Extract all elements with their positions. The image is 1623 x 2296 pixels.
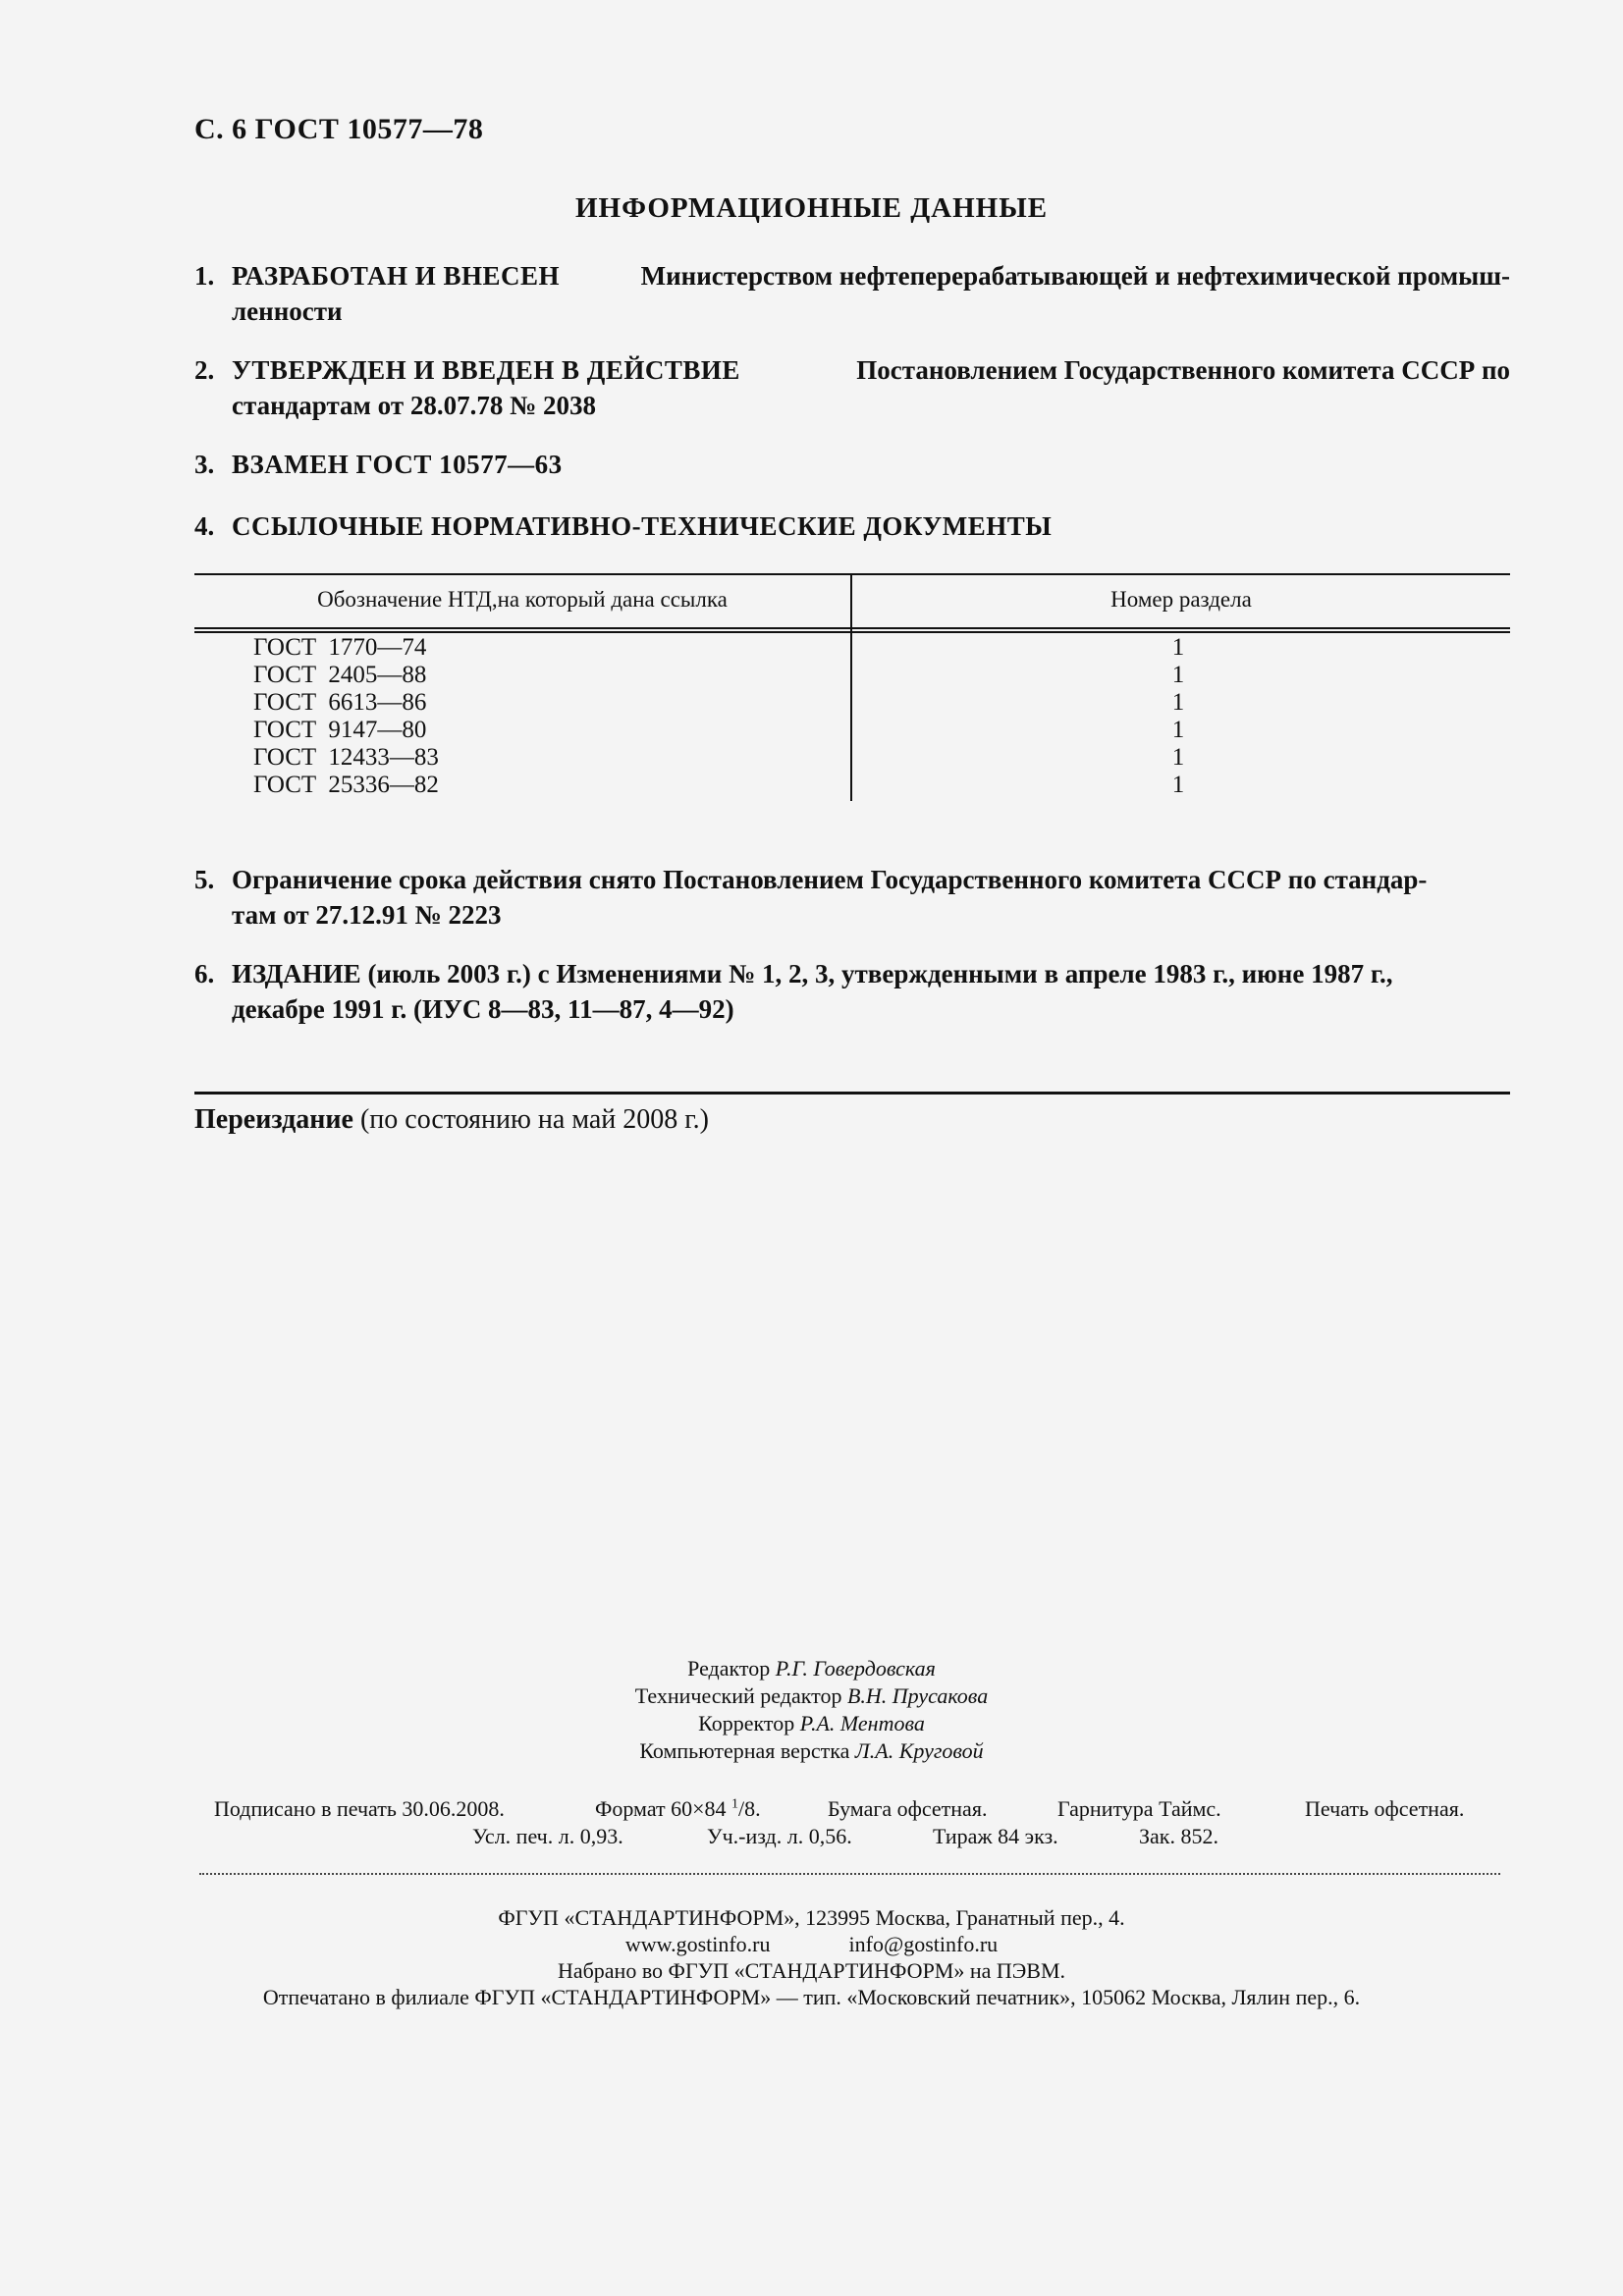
credit-name: Л.А. Круговой — [854, 1738, 984, 1763]
item-number: 5. — [194, 865, 215, 894]
table-top-rule — [194, 573, 1510, 575]
table-header-rule — [194, 627, 1510, 629]
print-format-den: /8. — [738, 1796, 761, 1821]
item-text: Ограничение срока действия снято Постановлением Государственного комитета СССР по стандар- — [232, 865, 1428, 894]
reissue-label: Переиздание — [194, 1104, 353, 1135]
print-format-num: 1 — [731, 1796, 739, 1812]
table-row — [194, 772, 1510, 799]
table-cell-doc: ГОСТ 9147—80 — [253, 717, 427, 743]
credit-line — [0, 1710, 1623, 1737]
reissue-text: (по состоянию на май 2008 г.) — [359, 1104, 709, 1135]
item-text-cont: декабре 1991 г. (ИУС 8—83, 11—87, 4—92) — [232, 994, 734, 1024]
item-text-cont: стандартам от 28.07.78 № 2038 — [232, 391, 596, 420]
item-lead: РАЗРАБОТАН И ВНЕСЕН — [232, 261, 561, 291]
credit-name: Р.А. Ментова — [799, 1711, 925, 1735]
table-cell-section: 1 — [1171, 689, 1185, 716]
info-item-2 — [194, 352, 1510, 423]
page-header: С. 6 ГОСТ 10577—78 — [194, 113, 484, 145]
print-sheets: Усл. печ. л. 0,93. — [472, 1824, 623, 1848]
info-item-3 — [194, 447, 1510, 482]
reissue-note — [194, 1104, 709, 1136]
publisher-contacts — [0, 1931, 1623, 1957]
table-header-rule-double — [194, 631, 1510, 633]
typeset-note: Набрано во ФГУП «СТАНДАРТИНФОРМ» на ПЭВМ. — [557, 1958, 1066, 1983]
publisher-website: www.gostinfo.ru — [624, 1932, 771, 1956]
table-cell-doc: ГОСТ 25336—82 — [253, 772, 439, 798]
print-typeface: Гарнитура Таймс. — [1057, 1796, 1221, 1821]
item-text-cont: ленности — [232, 296, 343, 326]
table-cell-section: 1 — [1171, 717, 1185, 743]
table-cell-section: 1 — [1171, 772, 1185, 798]
publisher-email: info@gostinfo.ru — [848, 1932, 999, 1956]
table-row — [194, 744, 1510, 772]
info-item-5 — [194, 862, 1510, 933]
table-row — [194, 634, 1510, 662]
printed-note: Отпечатано в филиале ФГУП «СТАНДАРТИНФОРМ» — тип. «Московский печатник», 105062 Москва, Лялин пер., 6. — [262, 1985, 1361, 2009]
print-format-label: Формат 60×84 — [595, 1796, 727, 1821]
reference-documents-table — [194, 573, 1510, 801]
credit-name: В.Н. Прусакова — [846, 1683, 989, 1708]
credit-name: Р.Г. Говердовская — [775, 1656, 936, 1681]
item-number: 4. — [194, 511, 215, 541]
table-cell-doc: ГОСТ 2405—88 — [253, 662, 427, 688]
info-item-6 — [194, 956, 1510, 1027]
credit-role: Технический редактор — [634, 1683, 842, 1708]
table-cell-section: 1 — [1171, 634, 1185, 661]
credit-role: Редактор — [687, 1656, 771, 1681]
publisher-address: ФГУП «СТАНДАРТИНФОРМ», 123995 Москва, Гранатный пер., 4. — [498, 1905, 1125, 1930]
item-text: Министерством нефтеперерабатывающей и нефтехимической промыш- — [640, 261, 1510, 291]
credit-line — [0, 1682, 1623, 1710]
credit-role: Компьютерная верстка — [639, 1738, 850, 1763]
credits-block — [0, 1655, 1623, 1765]
info-item-4 — [194, 508, 1510, 544]
print-run: Тираж 84 экз. — [933, 1824, 1058, 1848]
print-method: Печать офсетная. — [1305, 1796, 1465, 1821]
print-format — [595, 1796, 761, 1822]
item-text: ИЗДАНИЕ (июль 2003 г.) с Изменениями № 1, 2, 3, утвержденными в апреле 1983 г., июне 1987 г., — [232, 959, 1393, 988]
print-signed: Подписано в печать 30.06.2008. — [214, 1796, 505, 1821]
item-number: 6. — [194, 959, 215, 988]
credit-line — [0, 1655, 1623, 1682]
table-cell-doc: ГОСТ 1770—74 — [253, 634, 427, 661]
footer-rule — [199, 1873, 1500, 1875]
print-order: Зак. 852. — [1139, 1824, 1218, 1848]
info-item-1 — [194, 258, 1510, 329]
section-title: ИНФОРМАЦИОННЫЕ ДАННЫЕ — [574, 192, 1049, 224]
table-row — [194, 689, 1510, 717]
table-row — [194, 717, 1510, 744]
table-row — [194, 662, 1510, 689]
table-cell-doc: ГОСТ 12433—83 — [253, 744, 439, 771]
item-text: ССЫЛОЧНЫЕ НОРМАТИВНО-ТЕХНИЧЕСКИЕ ДОКУМЕНТЫ — [232, 511, 1053, 541]
item-number: 3. — [194, 450, 215, 479]
item-text-cont: там от 27.12.91 № 2223 — [232, 900, 502, 930]
credit-role: Корректор — [698, 1711, 795, 1735]
item-text: Постановлением Государственного комитета СССР по — [856, 355, 1510, 385]
table-cell-section: 1 — [1171, 662, 1185, 688]
table-body — [194, 634, 1510, 799]
publisher-footer — [0, 1904, 1623, 2010]
print-pub-sheets: Уч.-изд. л. 0,56. — [707, 1824, 852, 1848]
section-rule — [194, 1092, 1510, 1095]
table-cell-section: 1 — [1171, 744, 1185, 771]
table-header-doc: Обозначение НТД,на который дана ссылка — [317, 587, 728, 612]
table-header-section: Номер раздела — [1110, 587, 1252, 612]
table-cell-doc: ГОСТ 6613—86 — [253, 689, 427, 716]
item-number: 1. — [194, 261, 215, 291]
item-number: 2. — [194, 355, 215, 385]
credit-line — [0, 1737, 1623, 1765]
item-text: ВЗАМЕН ГОСТ 10577—63 — [232, 450, 563, 479]
print-paper: Бумага офсетная. — [828, 1796, 988, 1821]
item-lead: УТВЕРЖДЕН И ВВЕДЕН В ДЕЙСТВИЕ — [232, 355, 740, 385]
